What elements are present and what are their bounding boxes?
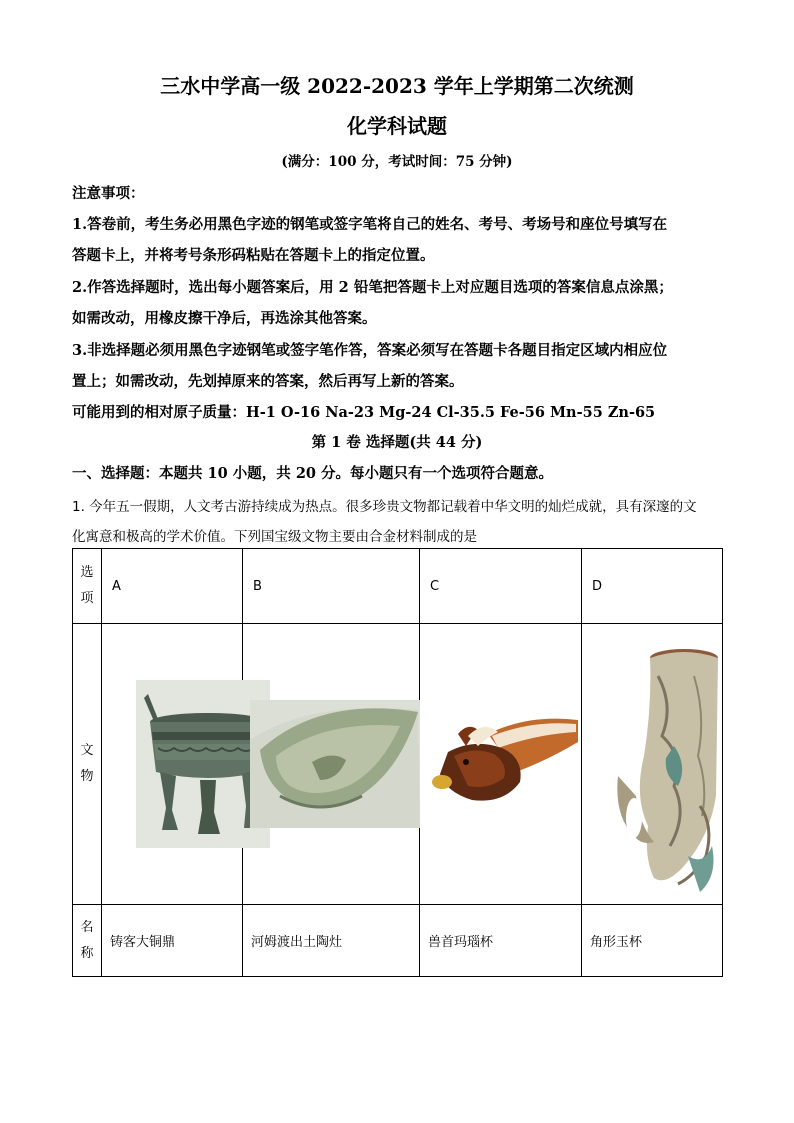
option-name-a: 铸客大铜鼎 <box>102 905 243 977</box>
section-heading: 一、选择题：本题共 10 小题，共 20 分。每小题只有一个选项符合题意。 <box>72 465 554 482</box>
artifact-cell-d <box>582 624 723 905</box>
label-char: 名 <box>80 919 94 935</box>
option-letter-d: D <box>582 549 723 624</box>
option-letter-a: A <box>102 549 243 624</box>
table-row-names <box>73 905 723 977</box>
subject-title: 化学科试题 <box>347 114 447 138</box>
note-1-line-1: 1.答卷前，考生务必用黑色字迹的钢笔或签字笔将自己的姓名、考号、考场号和座位号填写在 <box>72 216 668 233</box>
part1-heading: 第 1 卷 选择题(共 44 分) <box>311 434 483 451</box>
option-name-c: 兽首玛瑙杯 <box>420 905 582 977</box>
label-cell-option <box>73 549 102 624</box>
label-char: 物 <box>80 769 94 784</box>
jade-horn-cup-image <box>614 646 720 898</box>
artifact-cell-a <box>102 624 243 905</box>
option-letter-b: B <box>243 549 420 624</box>
agate-cup-image <box>428 712 580 816</box>
label-char: 选 <box>80 565 94 580</box>
table-row-artifacts <box>73 624 723 905</box>
label-char: 称 <box>80 945 94 961</box>
atomic-masses: 可能用到的相对原子质量：H-1 O-16 Na-23 Mg-24 Cl-35.5 Fe-56 Mn-55 Zn-65 <box>72 404 656 421</box>
label-cell-artifact <box>73 624 102 905</box>
note-1-line-2: 答题卡上，并将考号条形码粘贴在答题卡上的指定位置。 <box>72 247 435 264</box>
notes-heading: 注意事项： <box>72 185 145 202</box>
table-row-options <box>73 549 723 624</box>
label-char: 文 <box>80 743 94 758</box>
note-2-line-2: 如需改动，用橡皮擦干净后，再选涂其他答案。 <box>72 310 377 327</box>
option-letter-c: C <box>420 549 582 624</box>
option-name-d: 角形玉杯 <box>582 905 723 977</box>
exam-title: 三水中学高一级 2022-2023 学年上学期第二次统测 <box>160 74 634 98</box>
artifact-cell-b <box>243 624 420 905</box>
exam-meta: (满分：100 分，考试时间：75 分钟) <box>281 154 513 170</box>
note-3-line-1: 3.非选择题必须用黑色字迹钢笔或签字笔作答，答案必须写在答题卡各题目指定区域内相应位 <box>72 342 668 359</box>
label-char: 项 <box>80 591 94 606</box>
label-cell-name <box>73 905 102 977</box>
note-2-line-1: 2.作答选择题时，选出每小题答案后，用 2 铅笔把答题卡上对应题目选项的答案信息点涂黑； <box>72 279 673 296</box>
artifact-cell-c <box>420 624 582 905</box>
question-1-line-1: 1. 今年五一假期，人文考古游持续成为热点。很多珍贵文物都记载着中华文明的灿烂成就，具有深邃的文 <box>72 499 697 515</box>
question-1-line-2: 化寓意和极高的学术价值。下列国宝级文物主要由合金材料制成的是 <box>72 529 477 545</box>
option-name-b: 河姆渡出土陶灶 <box>243 905 420 977</box>
note-3-line-2: 置上；如需改动，先划掉原来的答案，然后再写上新的答案。 <box>72 373 464 390</box>
options-table <box>72 548 723 977</box>
pottery-stove-image <box>250 700 420 828</box>
